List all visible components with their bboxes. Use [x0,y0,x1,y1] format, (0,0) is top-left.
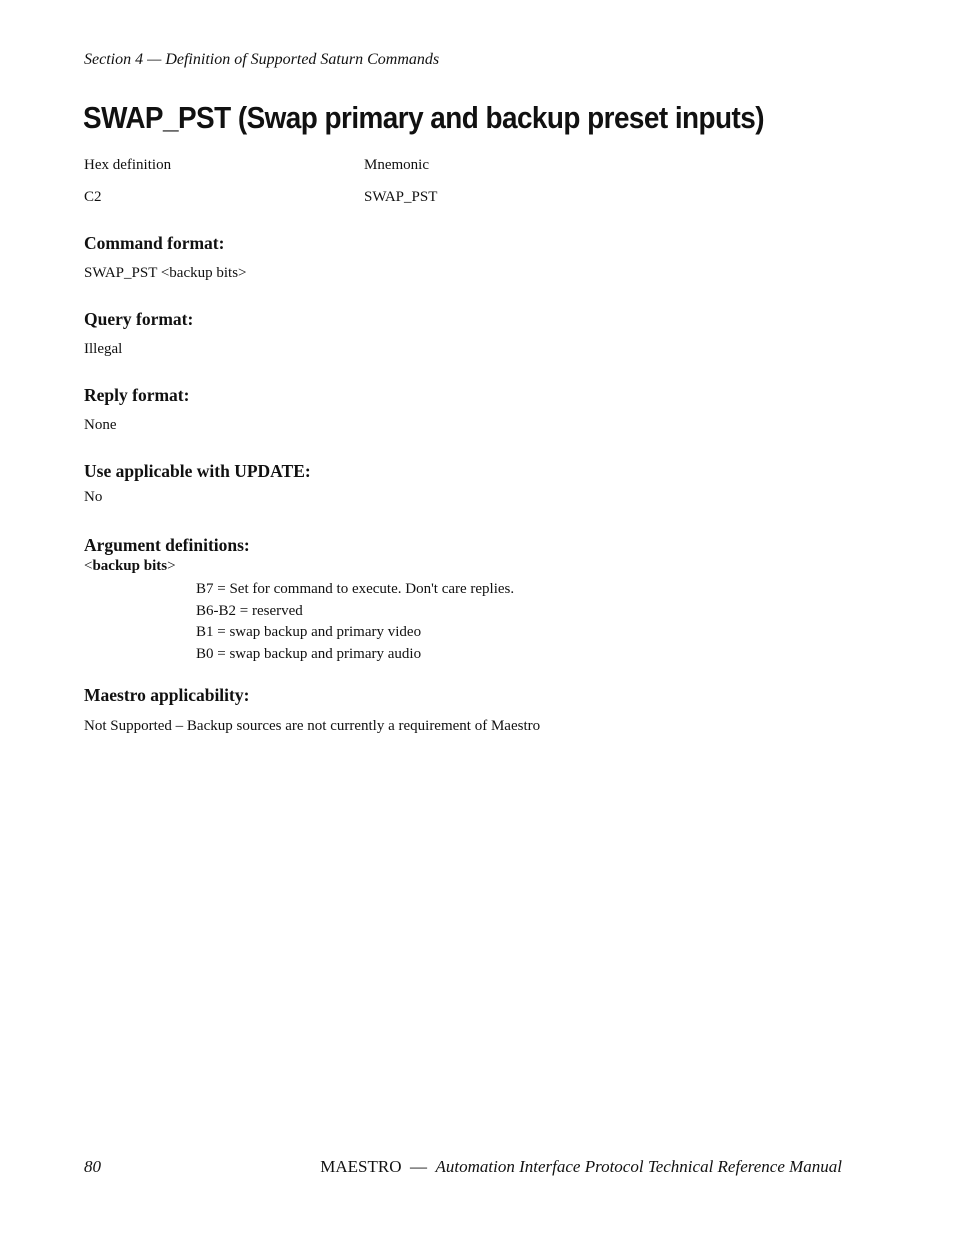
reply-format-text: None [84,417,117,433]
footer-product: MAESTRO [320,1157,402,1176]
footer-separator: — [410,1157,428,1176]
command-format-heading: Command format: [84,233,225,253]
page-number: 80 [84,1157,101,1176]
hex-definition-label: Hex definition [84,157,172,173]
arg-name-text: backup bits [92,558,168,574]
reply-format-heading: Reply format: [84,385,190,405]
running-footer [316,1157,842,1177]
update-applicability-heading: Use applicable with UPDATE: [84,461,311,481]
hex-definition-value: C2 [84,189,102,205]
bit-definition-item: B0 = swap backup and primary audio [196,646,422,662]
bit-definition-item: B1 = swap backup and primary video [196,624,422,640]
command-format-text: SWAP_PST <backup bits> [84,265,247,281]
arg-close-bracket: > [167,558,176,574]
maestro-applicability-heading: Maestro applicability: [84,685,250,705]
mnemonic-value: SWAP_PST [364,189,438,205]
query-format-heading: Query format: [84,309,194,329]
maestro-applicability-text: Not Supported – Backup sources are not currently a requirement of Maestro [84,718,541,734]
running-header: Section 4 — Definition of Supported Saturn Commands [84,51,440,68]
bit-definition-item: B6-B2 = reserved [196,603,303,619]
footer-manual-title: Automation Interface Protocol Technical Reference Manual [435,1157,842,1176]
mnemonic-label: Mnemonic [364,157,429,173]
argument-name [84,558,176,575]
argument-definitions-heading: Argument definitions: [84,535,250,555]
page-title: SWAP_PST (Swap primary and backup preset inputs) [83,100,765,135]
arg-open-bracket: < [84,558,93,574]
update-applicability-text: No [84,489,103,505]
bit-definition-item: B7 = Set for command to execute. Don't care replies. [196,581,515,597]
query-format-text: Illegal [84,341,123,357]
